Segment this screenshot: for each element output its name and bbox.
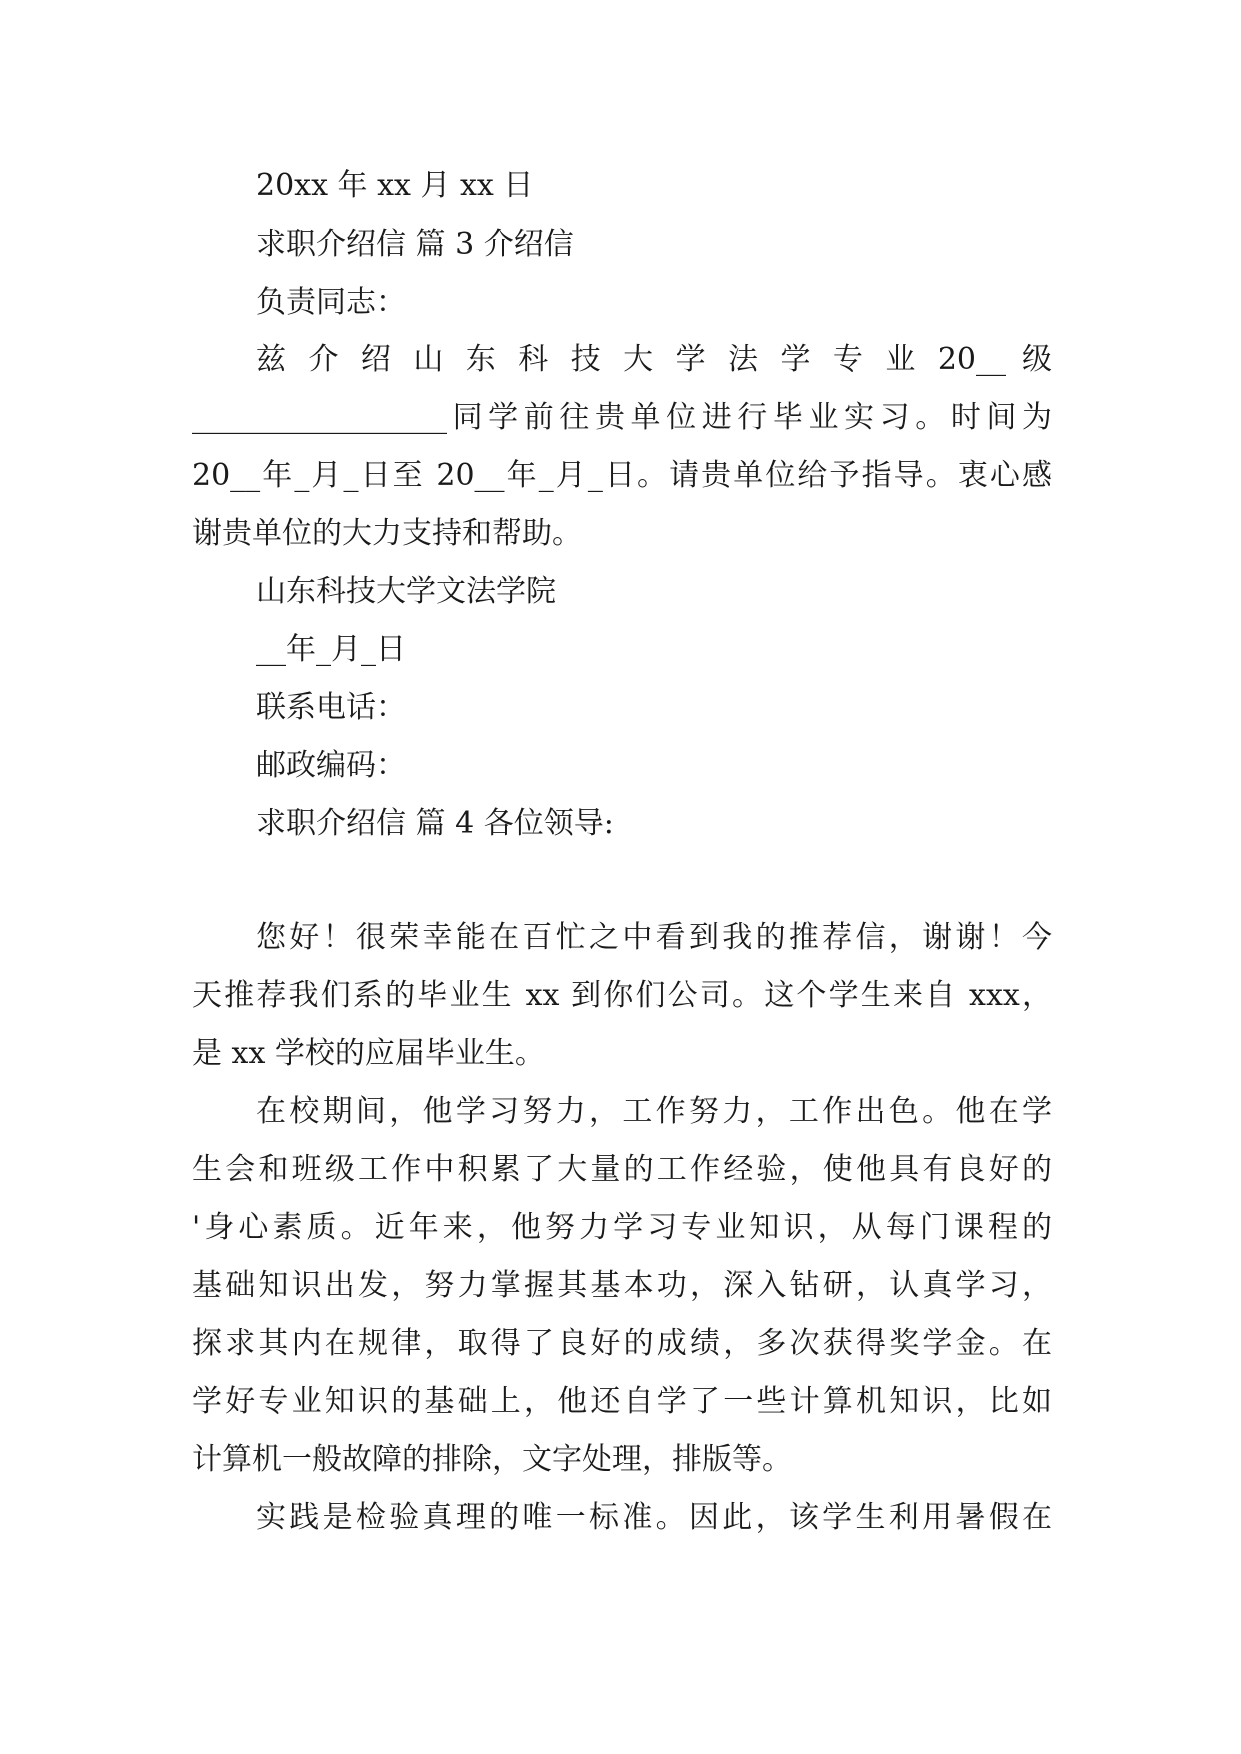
- issue-date: __年_月_日: [256, 632, 406, 667]
- paragraph-line: 是 xx 学校的应届毕业生。: [192, 1036, 545, 1071]
- paragraph-line: 探求其内在规律，取得了良好的成绩，多次获得奖学金。在: [192, 1326, 1052, 1361]
- heading-letter-3: 求职介绍信 篇 3 介绍信: [256, 227, 574, 262]
- contact-phone-label: 联系电话：: [256, 690, 406, 725]
- paragraph-line: 谢贵单位的大力支持和帮助。: [192, 516, 582, 551]
- paragraph-line: 天推荐我们系的毕业生 xx 到你们公司。这个学生来自 xxx，: [192, 978, 1052, 1013]
- paragraph-line: 学好专业知识的基础上，他还自学了一些计算机知识，比如: [192, 1384, 1052, 1419]
- paragraph-line: 您好！很荣幸能在百忙之中看到我的推荐信，谢谢！今: [256, 920, 1052, 955]
- paragraph-line: 兹 介 绍 山 东 科 技 大 学 法 学 专 业 20__ 级: [256, 342, 1052, 377]
- paragraph-line: 20__年_月_日至 20__年_月_日。请贵单位给予指导。衷心感: [192, 458, 1052, 493]
- salutation: 负责同志：: [256, 285, 406, 320]
- paragraph-line: '身心素质。近年来，他努力学习专业知识，从每门课程的: [192, 1210, 1052, 1245]
- heading-letter-4: 求职介绍信 篇 4 各位领导:: [256, 806, 614, 841]
- paragraph-line: 计算机一般故障的排除，文字处理，排版等。: [192, 1442, 792, 1477]
- paragraph-line: 在校期间，他学习努力，工作努力，工作出色。他在学: [256, 1094, 1052, 1129]
- paragraph-line: 生会和班级工作中积累了大量的工作经验，使他具有良好的: [192, 1152, 1052, 1187]
- paragraph-line: 基础知识出发，努力掌握其基本功，深入钻研，认真学习，: [192, 1268, 1052, 1303]
- date-line: 20xx 年 xx 月 xx 日: [256, 168, 534, 203]
- paragraph-line: _________________同学前往贵单位进行毕业实习。时间为: [192, 400, 1052, 435]
- postal-code-label: 邮政编码：: [256, 748, 406, 783]
- issuer-name: 山东科技大学文法学院: [256, 574, 556, 609]
- paragraph-line: 实践是检验真理的唯一标准。因此，该学生利用暑假在: [256, 1500, 1052, 1535]
